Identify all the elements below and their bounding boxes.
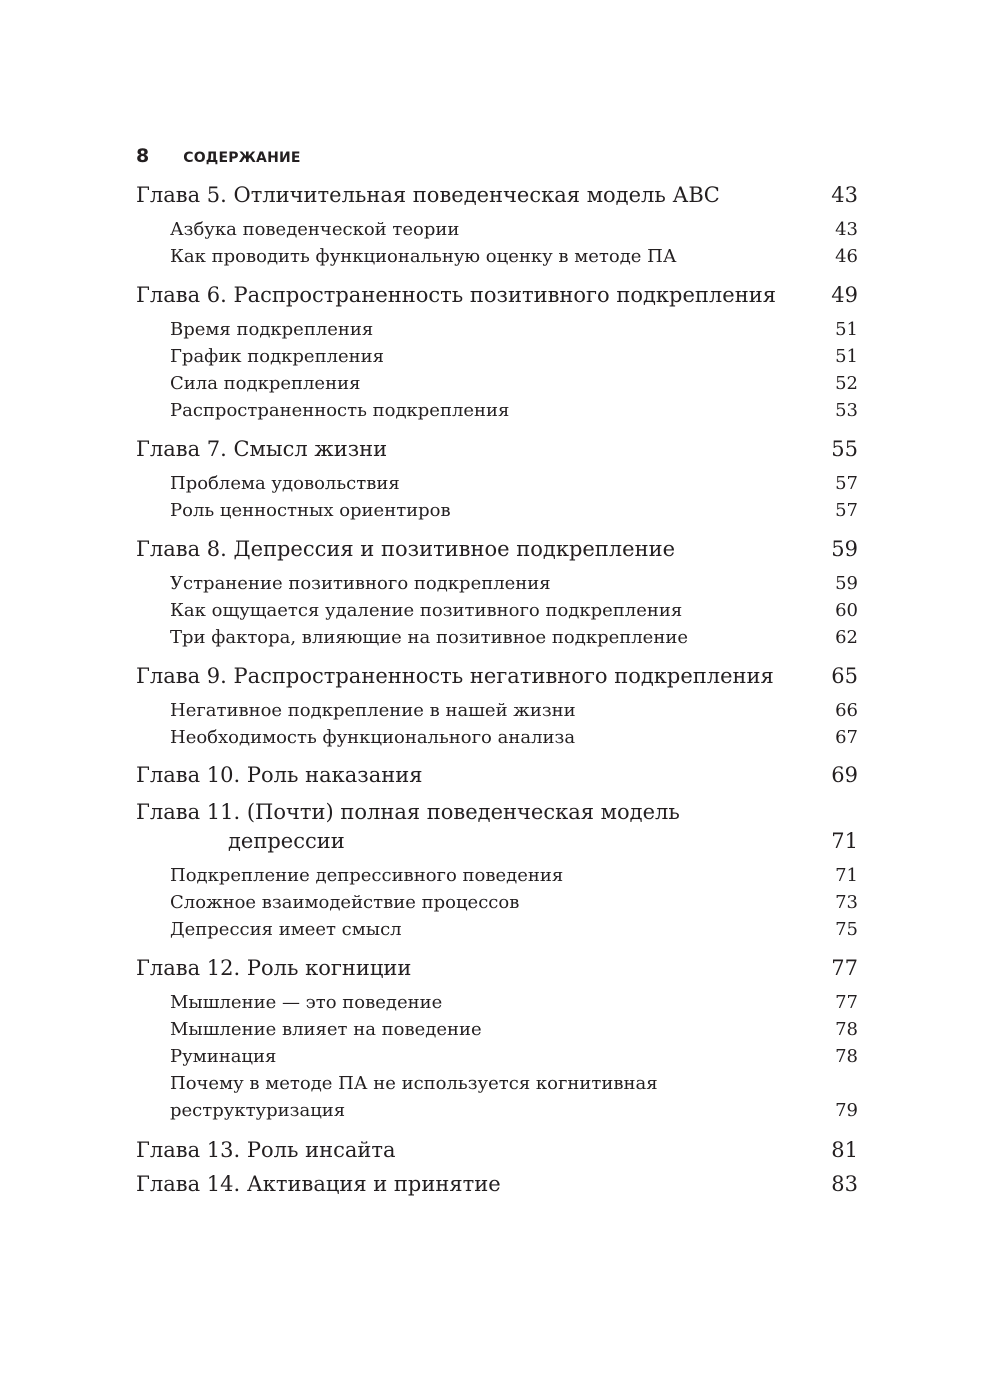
toc-section[interactable] (136, 1044, 858, 1071)
toc-page-number: 57 (835, 473, 858, 494)
toc-page-number: 67 (835, 727, 858, 748)
toc-section[interactable] (136, 371, 858, 398)
toc-section[interactable] (136, 498, 858, 525)
toc-page-number: 78 (835, 1019, 858, 1040)
toc-section-title-continued: реструктуризация (170, 1100, 346, 1121)
toc-section[interactable] (136, 217, 858, 244)
toc-page-number: 51 (835, 319, 858, 340)
toc-page-number: 59 (831, 537, 858, 561)
page-number: 8 (136, 145, 150, 167)
running-head (136, 145, 301, 167)
toc-chapter-8[interactable] (136, 538, 858, 565)
toc-chapter-title: Глава 14. Активация и принятие (136, 1172, 501, 1196)
toc-section-title: Три фактора, влияющие на позитивное подкрепление (170, 627, 688, 648)
toc-section[interactable] (136, 344, 858, 371)
toc-section[interactable] (136, 990, 858, 1017)
toc-page-number: 71 (835, 865, 858, 886)
toc-section-title: Как проводить функциональную оценку в методе ПА (170, 246, 677, 267)
toc-page-number: 81 (831, 1138, 858, 1162)
section-title: СОДЕРЖАНИЕ (183, 150, 301, 166)
toc-section-title: Почему в методе ПА не используется когнитивная (170, 1073, 658, 1094)
toc-section-cont[interactable] (136, 1098, 858, 1125)
toc-page-number: 69 (831, 763, 858, 787)
toc-chapter-5[interactable] (136, 184, 858, 211)
toc-chapter-11-cont[interactable] (136, 830, 858, 857)
toc-section-title: Проблема удовольствия (170, 473, 400, 494)
toc-section[interactable] (136, 917, 858, 944)
toc-section-title: Устранение позитивного подкрепления (170, 573, 551, 594)
toc-chapter-title: Глава 9. Распространенность негативного подкрепления (136, 664, 774, 688)
toc-page-number: 77 (835, 992, 858, 1013)
toc-page-number: 43 (831, 183, 858, 207)
toc-chapter-title: Глава 12. Роль когниции (136, 956, 412, 980)
toc-page-number: 62 (835, 627, 858, 648)
toc-chapter-13[interactable] (136, 1139, 858, 1166)
toc-section-title: Сила подкрепления (170, 373, 361, 394)
toc-section[interactable] (136, 571, 858, 598)
toc-section-title: Как ощущается удаление позитивного подкрепления (170, 600, 683, 621)
toc-chapter-title: Глава 13. Роль инсайта (136, 1138, 396, 1162)
toc-page-number: 46 (835, 246, 858, 267)
toc-section[interactable] (136, 698, 858, 725)
toc-section[interactable] (136, 1017, 858, 1044)
toc-page-number: 79 (835, 1100, 858, 1121)
toc-page-number: 77 (831, 956, 858, 980)
toc-page-number: 57 (835, 500, 858, 521)
toc-page-number: 55 (831, 437, 858, 461)
toc-chapter-11[interactable] (136, 801, 858, 828)
toc-section-title: График подкрепления (170, 346, 385, 367)
toc-section-title: Руминация (170, 1046, 277, 1067)
toc-section[interactable] (136, 725, 858, 752)
toc-chapter-title: Глава 5. Отличительная поведенческая модель АВС (136, 183, 720, 207)
toc-section[interactable] (136, 890, 858, 917)
toc-page-number: 78 (835, 1046, 858, 1067)
toc-chapter-title: Глава 7. Смысл жизни (136, 437, 388, 461)
toc-chapter-9[interactable] (136, 665, 858, 692)
toc-section[interactable] (136, 317, 858, 344)
toc-section-title: Подкрепление депрессивного поведения (170, 865, 564, 886)
toc-section[interactable] (136, 598, 858, 625)
toc-section[interactable] (136, 244, 858, 271)
toc-chapter-title: Глава 10. Роль наказания (136, 763, 423, 787)
toc-page-number: 60 (835, 600, 858, 621)
toc-section-title: Мышление влияет на поведение (170, 1019, 482, 1040)
toc-section-title: Мышление — это поведение (170, 992, 443, 1013)
toc-chapter-7[interactable] (136, 438, 858, 465)
toc-page-number: 66 (835, 700, 858, 721)
toc-chapter-title-continued: депрессии (228, 829, 345, 853)
toc-page-number: 73 (835, 892, 858, 913)
toc-section-title: Депрессия имеет смысл (170, 919, 402, 940)
toc-section-title: Негативное подкрепление в нашей жизни (170, 700, 576, 721)
toc-chapter-6[interactable] (136, 284, 858, 311)
toc-page-number: 53 (835, 400, 858, 421)
toc-section-title: Сложное взаимодействие процессов (170, 892, 520, 913)
toc-section-title: Азбука поведенческой теории (170, 219, 460, 240)
toc-section-title: Роль ценностных ориентиров (170, 500, 451, 521)
toc-page-number: 71 (831, 829, 858, 853)
toc-section[interactable] (136, 863, 858, 890)
toc-section-title: Время подкрепления (170, 319, 374, 340)
toc-section[interactable] (136, 471, 858, 498)
toc-page-number: 51 (835, 346, 858, 367)
toc-page-number: 52 (835, 373, 858, 394)
toc-chapter-title: Глава 11. (Почти) полная поведенческая модель (136, 800, 680, 824)
toc-page-number: 65 (831, 664, 858, 688)
toc-section[interactable] (136, 398, 858, 425)
toc-section[interactable] (136, 1071, 858, 1098)
toc-chapter-title: Глава 6. Распространенность позитивного подкрепления (136, 283, 776, 307)
toc-section-title: Необходимость функционального анализа (170, 727, 576, 748)
toc-page-number: 59 (835, 573, 858, 594)
toc-chapter-12[interactable] (136, 957, 858, 984)
toc-section[interactable] (136, 625, 858, 652)
toc-page-number: 83 (831, 1172, 858, 1196)
table-of-contents (136, 184, 858, 1200)
toc-chapter-10[interactable] (136, 764, 858, 791)
toc-page-number: 43 (835, 219, 858, 240)
toc-page-number: 75 (835, 919, 858, 940)
toc-chapter-title: Глава 8. Депрессия и позитивное подкрепление (136, 537, 675, 561)
toc-chapter-14[interactable] (136, 1173, 858, 1200)
toc-section-title: Распространенность подкрепления (170, 400, 510, 421)
toc-page-number: 49 (831, 283, 858, 307)
